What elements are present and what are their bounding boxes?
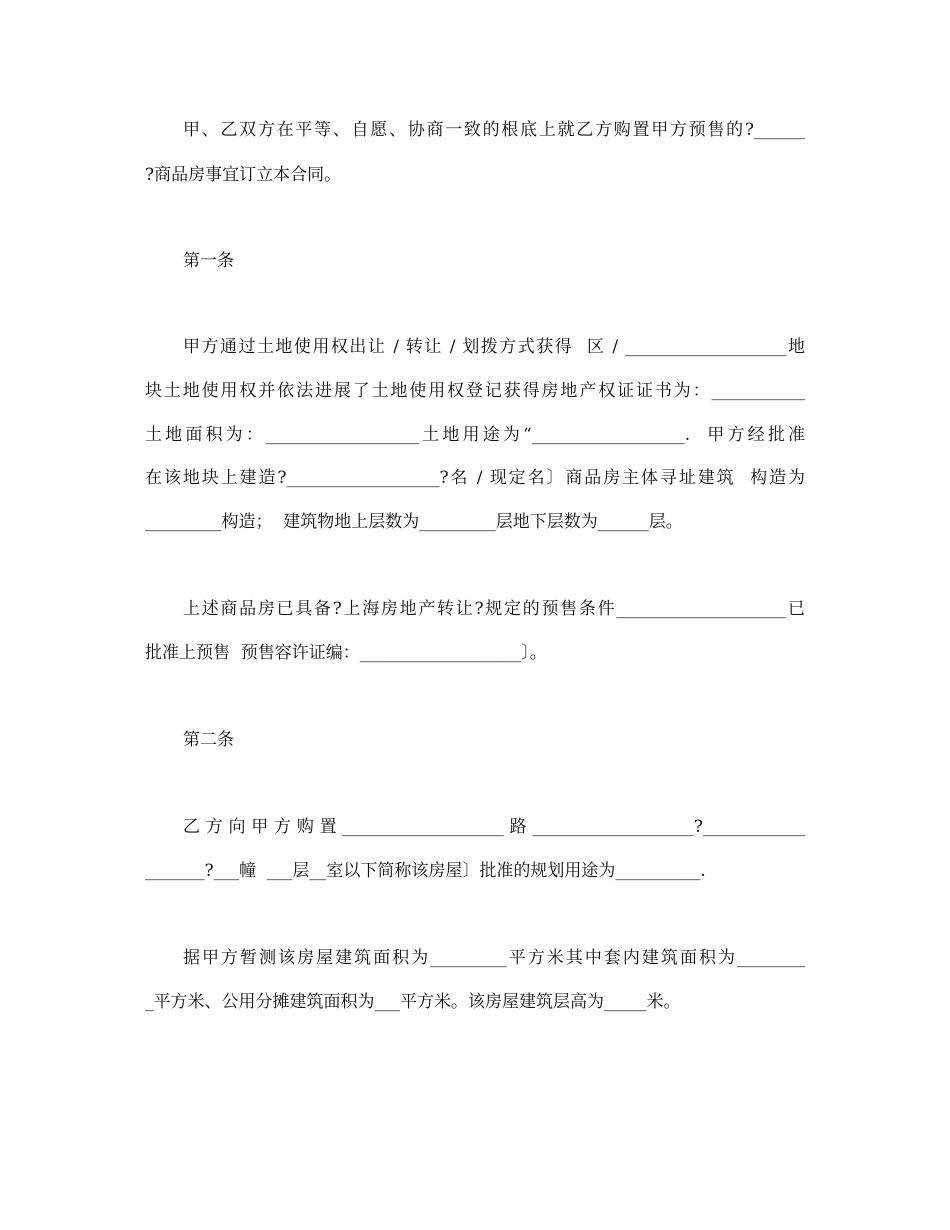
paragraph-4-line-1: 乙方向甲方购置___________________路___________________?____________: [183, 817, 805, 837]
paragraph-1-line-1: 甲、乙双方在平等、自愿、协商一致的根底上就乙方购置甲方预售的?______: [183, 120, 805, 140]
paragraph-5-line-2: _平方米、公用分摊建筑面积为___平方米。该房屋建筑层高为_____米。: [145, 992, 681, 1012]
paragraph-2-line-1: 甲方通过土地使用权出让 / 转让 / 划拨方式获得 区 / ___________________地: [183, 337, 805, 357]
paragraph-2-line-2: 块土地使用权并依法进展了土地使用权登记获得房地产权证证书为：___________: [145, 381, 805, 401]
article-2-heading: 第二条: [183, 730, 234, 750]
paragraph-2-line-5: _________构造； 建筑物地上层数为_________层地下层数为______层。: [145, 512, 683, 532]
paragraph-5-line-1: 据甲方暂测该房屋建筑面积为_________平方米其中套内建筑面积为________: [183, 948, 805, 968]
paragraph-3-line-2: 批准上预售 预售容许证编：___________________〕。: [145, 643, 547, 663]
article-1-heading: 第一条: [183, 251, 234, 271]
paragraph-2-line-4: 在该地块上建造?__________________?名 / 现定名〕商品房主体寻址建筑 构造为: [145, 468, 805, 488]
paragraph-4-line-2: _______?___幢 ___层__室以下简称该房屋〕批准的规划用途为__________.: [145, 861, 706, 881]
paragraph-1-line-2: ?商品房事宜订立本合同。: [145, 165, 342, 185]
paragraph-3-line-1: 上述商品房已具备?上海房地产转让?规定的预售条件____________________已: [183, 599, 805, 619]
paragraph-2-line-3: 土地面积为：__________________土地用途为“__________________. 甲方经批准: [145, 425, 805, 445]
